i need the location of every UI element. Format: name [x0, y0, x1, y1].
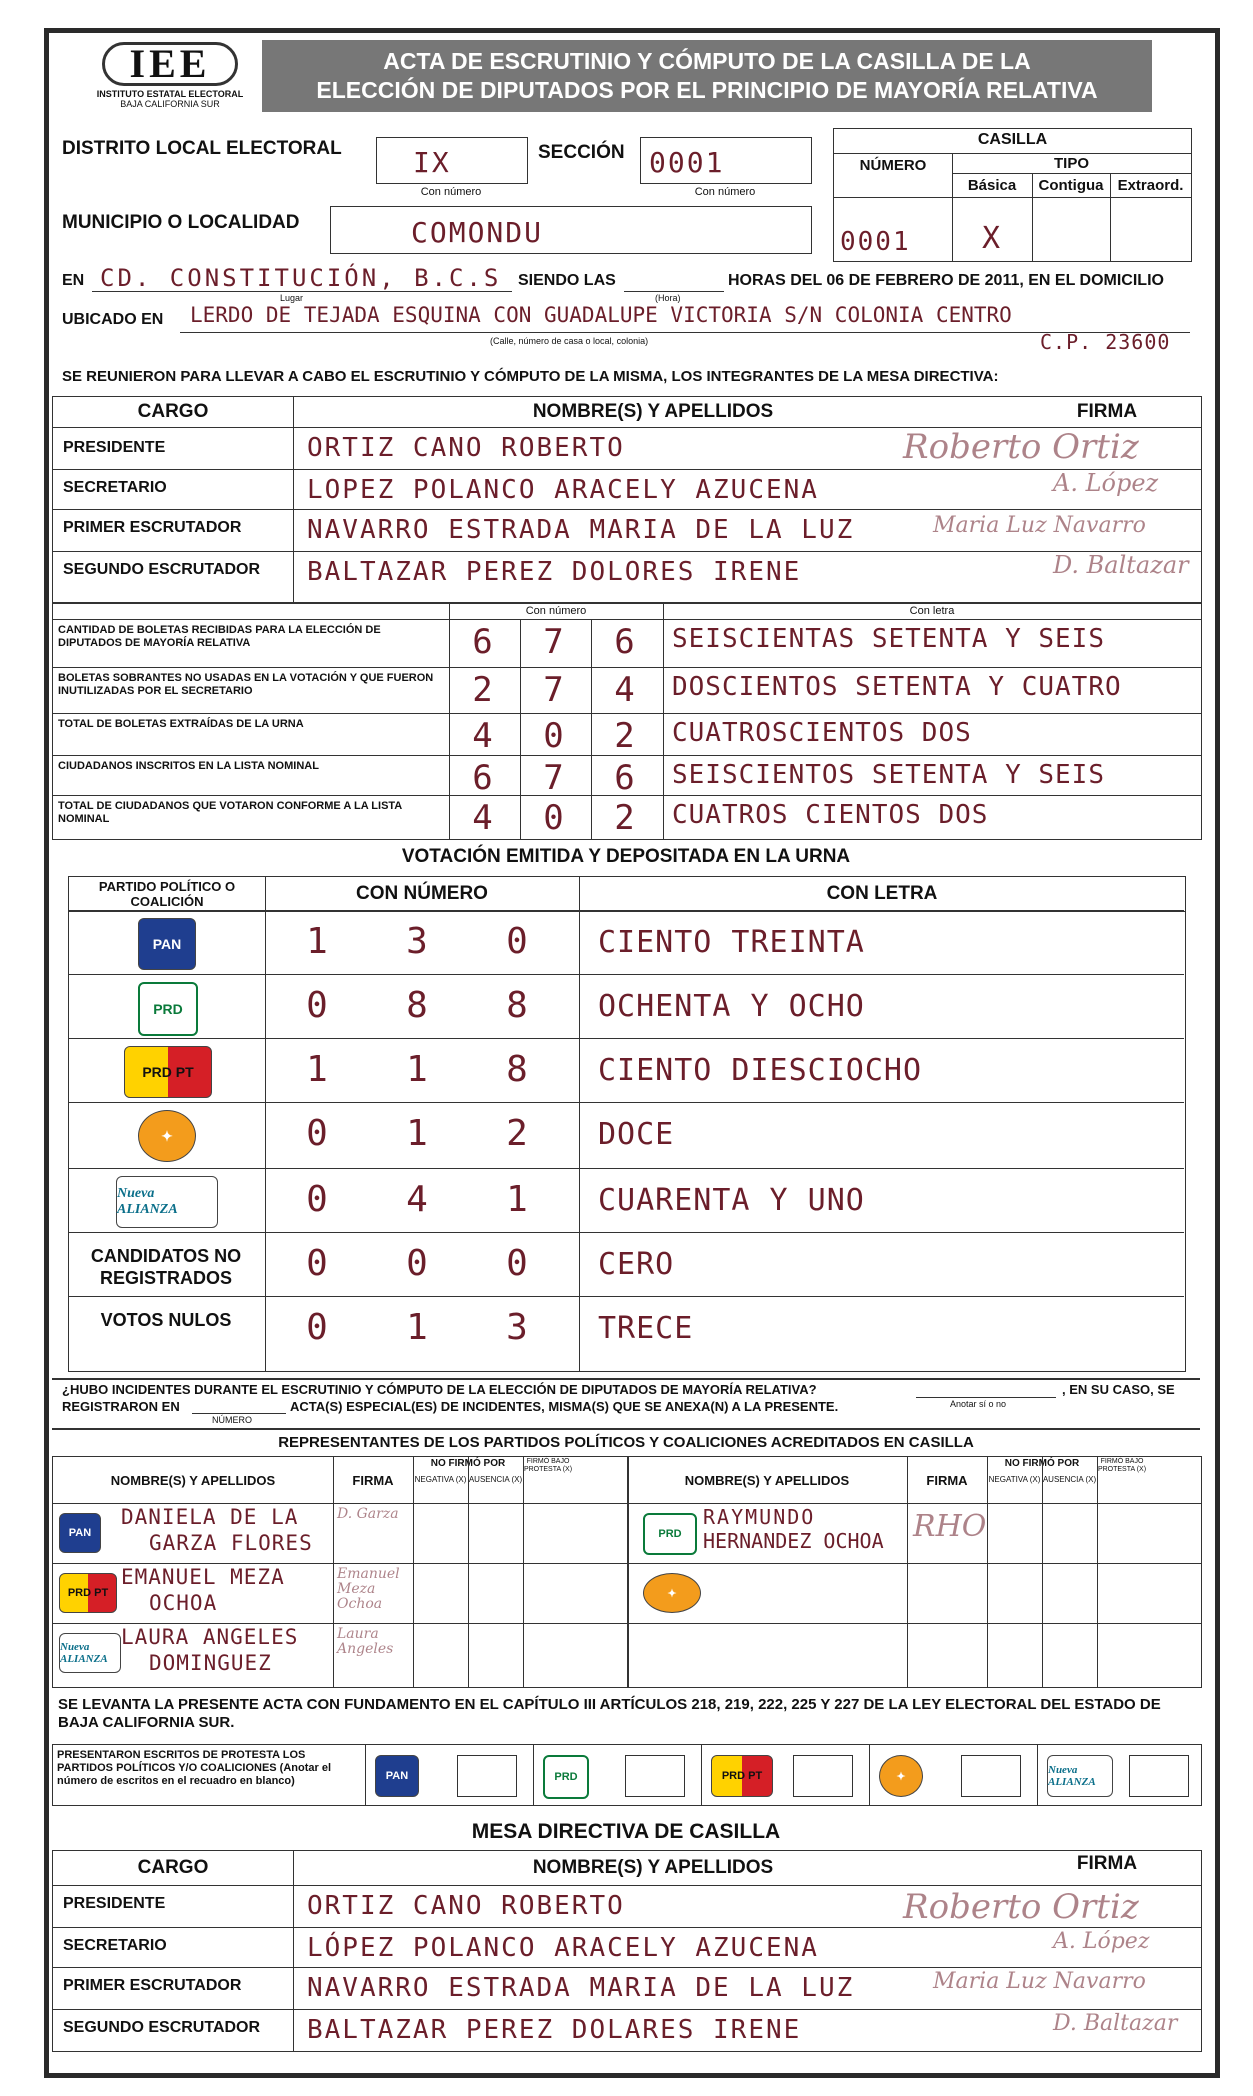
seccion-caption: Con número	[694, 186, 756, 198]
mesa-bottom-table	[52, 1850, 1202, 2052]
votacion-digit: 0	[306, 985, 330, 1026]
title-line-2: ELECCIÓN DE DIPUTADOS POR EL PRINCIPIO DE MAYORÍA RELATIVA	[316, 77, 1098, 103]
rep-firma: Emanuel Meza Ochoa	[337, 1566, 400, 1612]
col-divider	[1042, 1457, 1043, 1687]
rep-nombre: HERNANDEZ OCHOA	[703, 1529, 884, 1553]
votacion-digit: 4	[406, 1179, 430, 1220]
protesta-table	[52, 1744, 1202, 1806]
votacion-letra: DOCE	[598, 1117, 675, 1152]
rep-protesta-header: FIRMÓ BAJO PROTESTA (X)	[1097, 1458, 1147, 1473]
boletas-rows	[52, 602, 1200, 838]
votacion-letra: TRECE	[598, 1311, 694, 1346]
protesta-count-box[interactable]	[1129, 1755, 1189, 1797]
casilla-numero-value: 0001	[840, 227, 911, 257]
pan-logo-icon: PAN	[375, 1755, 419, 1797]
rep-ausencia-header: AUSENCIA (X)	[468, 1475, 523, 1484]
mesa-top-row	[53, 509, 1201, 551]
votacion-digit: 0	[306, 1307, 330, 1348]
col-divider	[523, 1457, 524, 1687]
distrito-value: IX	[413, 146, 451, 179]
rep-nombre: EMANUEL MEZA	[121, 1565, 285, 1589]
votacion-row	[68, 974, 1184, 1039]
mesa-bottom-nombre: NAVARRO ESTRADA MARIA DE LA LUZ	[307, 1973, 855, 2003]
mesa-bottom-firma: Maria Luz Navarro	[933, 1969, 1146, 1994]
votacion-row	[68, 1102, 1184, 1169]
title-line-1: ACTA DE ESCRUTINIO Y CÓMPUTO DE LA CASILLA DE LA	[383, 48, 1031, 74]
boleta-digit: 6	[614, 622, 637, 662]
mesa-top-firma: Roberto Ortiz	[903, 427, 1139, 467]
boleta-letra: CUATROSCIENTOS DOS	[672, 718, 972, 748]
en-label: EN	[62, 272, 85, 289]
rep-firma: RHO	[913, 1509, 987, 1544]
votacion-letra: CIENTO TREINTA	[598, 925, 865, 960]
mesa-top-nombre: ORTIZ CANO ROBERTO	[307, 433, 625, 463]
mesa-top-table	[52, 396, 1202, 604]
votacion-digit: 1	[406, 1307, 430, 1348]
votacion-digit: 8	[506, 985, 530, 1026]
incidentes-line1: ¿HUBO INCIDENTES DURANTE EL ESCRUTINIO Y CÓMPUTO DE LA ELECCIÓN DE DIPUTADOS DE MAYORÍA RELATIVA?	[62, 1382, 817, 1397]
rep-protesta-header: FIRMÓ BAJO PROTESTA (X)	[523, 1458, 573, 1473]
seccion-label: SECCIÓN	[538, 142, 625, 163]
rep-firma: Laura Angeles	[337, 1626, 394, 1657]
conv-logo-icon: ✦	[138, 1110, 196, 1162]
mesa-bottom-nombre: LÓPEZ POLANCO ARACELY AZUCENA	[307, 1933, 819, 1963]
votacion-digit: 3	[406, 921, 430, 962]
boleta-letra: SEISCIENTOS SETENTA Y SEIS	[672, 760, 1105, 790]
municipio-value: COMONDU	[411, 216, 544, 249]
col-divider	[987, 1457, 988, 1687]
rep-nofirmo-header: NO FIRMÓ POR	[430, 1458, 506, 1469]
boleta-digit: 0	[543, 716, 566, 756]
rep-nombre-header: NOMBRE(S) Y APELLIDOS	[684, 1473, 850, 1488]
protesta-count-box[interactable]	[625, 1755, 685, 1797]
incidentes-line1-end: , EN SU CASO, SE	[1062, 1382, 1175, 1397]
votacion-digit: 0	[506, 1243, 530, 1284]
mesa-bottom-nombre-header: NOMBRE(S) Y APELLIDOS	[532, 1857, 774, 1878]
col-divider	[365, 1745, 366, 1805]
mesa-top-nombre: BALTAZAR PEREZ DOLORES IRENE	[307, 557, 802, 587]
institute-state: BAJA CALIFORNIA SUR	[120, 99, 220, 109]
votacion-digit: 0	[306, 1113, 330, 1154]
votacion-numero-header: CON NÚMERO	[356, 883, 488, 904]
iee-logo	[95, 42, 245, 112]
votacion-letra: OCHENTA Y OCHO	[598, 989, 865, 1024]
rep-nombre: GARZA FLORES	[149, 1531, 313, 1555]
rep-nofirmo-header: NO FIRMÓ POR	[1004, 1458, 1080, 1469]
distrito-field[interactable]	[376, 137, 528, 184]
distrito-caption: Con número	[420, 186, 482, 198]
votacion-digit: 0	[406, 1243, 430, 1284]
votacion-digit: 0	[306, 1179, 330, 1220]
pan-logo-icon: PAN	[138, 918, 196, 970]
mesa-top-cargo: SECRETARIO	[63, 479, 167, 496]
municipio-field[interactable]	[330, 206, 812, 254]
siendo-label: SIENDO LAS	[518, 272, 616, 289]
boleta-row	[52, 712, 1200, 754]
rep-firma-header: FIRMA	[926, 1473, 968, 1488]
rep-negativa-header: NEGATIVA (X)	[414, 1475, 467, 1484]
mesa-top-row	[53, 469, 1201, 509]
votacion-rows	[68, 910, 1184, 1370]
mesa-bottom-firma: A. López	[1053, 1929, 1150, 1954]
prd-logo-icon: PRD	[543, 1755, 589, 1799]
protesta-count-box[interactable]	[793, 1755, 853, 1797]
representantes-table	[52, 1456, 1202, 1688]
mesa-bottom-cargo: SEGUNDO ESCRUTADOR	[63, 2019, 261, 2036]
mesa-top-cargo: SEGUNDO ESCRUTADOR	[63, 561, 261, 578]
col-divider	[533, 1745, 534, 1805]
protesta-text: PRESENTARON ESCRITOS DE PROTESTA LOS PARTIDOS POLÍTICOS Y/O COALICIONES (Anotar el número de escritos en el recuadro en blanco)	[57, 1749, 332, 1787]
votacion-digit: 1	[506, 1179, 530, 1220]
basica-header: Básica	[967, 177, 1017, 194]
mesa-top-row	[53, 551, 1201, 593]
votacion-digit: 3	[506, 1307, 530, 1348]
pt-logo-icon: PRD PT	[124, 1046, 212, 1098]
extraord-header: Extraord.	[1117, 177, 1184, 194]
col-divider	[1097, 1457, 1098, 1687]
votacion-row	[68, 1168, 1184, 1233]
distrito-label: DISTRITO LOCAL ELECTORAL	[62, 138, 342, 159]
rep-negativa-header: NEGATIVA (X)	[988, 1475, 1041, 1484]
mesa-top-row	[53, 427, 1201, 469]
rep-ausencia-header: AUSENCIA (X)	[1042, 1475, 1097, 1484]
domicilio-value: LERDO DE TEJADA ESQUINA CON GUADALUPE VICTORIA S/N COLONIA CENTRO	[190, 303, 1012, 327]
votacion-digit: 2	[506, 1113, 530, 1154]
nueva-alianza-logo-icon: Nueva ALIANZA	[116, 1176, 218, 1228]
mesa-top-nombre-header: NOMBRE(S) Y APELLIDOS	[532, 401, 774, 422]
boleta-digit: 6	[472, 758, 495, 798]
boleta-label: CIUDADANOS INSCRITOS EN LA LISTA NOMINAL	[58, 760, 319, 772]
lugar-value: CD. CONSTITUCIÓN, B.C.S	[100, 264, 502, 292]
casilla-title: CASILLA	[977, 131, 1048, 148]
mesa-top-cargo-header: CARGO	[137, 401, 209, 422]
mesa-bottom-cargo: PRESIDENTE	[63, 1895, 166, 1912]
col-divider	[333, 1457, 334, 1687]
boleta-digit: 2	[472, 670, 495, 710]
rep-nombre: DANIELA DE LA	[121, 1505, 299, 1529]
mesa-bottom-cargo: PRIMER ESCRUTADOR	[63, 1977, 242, 1994]
boletas-letra-header: Con letra	[909, 605, 955, 617]
mesa-top-nombre: LOPEZ POLANCO ARACELY AZUCENA	[307, 475, 819, 505]
mesa-bottom-nombre: ORTIZ CANO ROBERTO	[307, 1891, 625, 1921]
boleta-row	[52, 618, 1200, 666]
rep-nombre: RAYMUNDO	[703, 1505, 816, 1529]
boleta-label: BOLETAS SOBRANTES NO USADAS EN LA VOTACIÓN Y QUE FUERON INUTILIZADAS POR EL SECRETARIO	[58, 672, 434, 697]
boleta-label: TOTAL DE BOLETAS EXTRAÍDAS DE LA URNA	[58, 718, 304, 730]
incidentes-line2a: REGISTRARON EN	[62, 1399, 180, 1414]
iee-logo-mark: IEE	[102, 42, 238, 86]
votacion-digit: 1	[406, 1049, 430, 1090]
votacion-digit: 0	[506, 921, 530, 962]
conv-logo-icon: ✦	[879, 1755, 923, 1797]
protesta-count-box[interactable]	[961, 1755, 1021, 1797]
row-divider	[53, 1623, 1201, 1624]
col-divider	[907, 1457, 908, 1687]
boleta-letra: CUATROS CIENTOS DOS	[672, 800, 989, 830]
boleta-letra: DOSCIENTOS SETENTA Y CUATRO	[672, 672, 1122, 702]
horas-text: HORAS DEL 06 DE FEBRERO DE 2011, EN EL DOMICILIO	[728, 272, 1164, 289]
domicilio-caption: (Calle, número de casa o local, colonia)	[490, 336, 649, 346]
pan-logo-icon: PAN	[59, 1513, 101, 1553]
boleta-row	[52, 666, 1200, 712]
votacion-digit: 1	[306, 1049, 330, 1090]
numero-header: NÚMERO	[859, 157, 927, 174]
fundamento-text: SE LEVANTA LA PRESENTE ACTA CON FUNDAMENTO EN EL CAPÍTULO III ARTÍCULOS 218, 219, 222, 225 Y 227 DE LA LEY ELECTORAL DEL ESTADO DE BAJA CALIFORNIA SUR.	[58, 1696, 1161, 1731]
col-divider	[627, 1457, 629, 1687]
nueva-alianza-logo-icon: Nueva ALIANZA	[1047, 1755, 1113, 1797]
votacion-title: VOTACIÓN EMITIDA Y DEPOSITADA EN LA URNA	[401, 846, 851, 867]
votacion-label: VOTOS NULOS	[100, 1310, 232, 1330]
reunieron-text: SE REUNIERON PARA LLEVAR A CABO EL ESCRUTINIO Y CÓMPUTO DE LA MISMA, LOS INTEGRANTES DE LA MESA DIRECTIVA:	[62, 368, 999, 385]
representantes-title: REPRESENTANTES DE LOS PARTIDOS POLÍTICOS Y COALICIONES ACREDITADOS EN CASILLA	[278, 1434, 974, 1451]
votacion-letra-header: CON LETRA	[826, 883, 938, 904]
row-divider	[53, 1563, 1201, 1564]
municipio-label: MUNICIPIO O LOCALIDAD	[62, 212, 300, 233]
votacion-row	[68, 1296, 1184, 1361]
boleta-digit: 7	[543, 622, 566, 662]
document-title	[262, 40, 1152, 112]
col-divider	[869, 1745, 870, 1805]
boletas-numero-header: Con número	[525, 605, 587, 617]
boleta-digit: 4	[614, 670, 637, 710]
mesa-top-firma-header: FIRMA	[1076, 401, 1138, 422]
boleta-label: CANTIDAD DE BOLETAS RECIBIDAS PARA LA ELECCIÓN DE DIPUTADOS DE MAYORÍA RELATIVA	[58, 624, 381, 649]
incidentes-sino-caption: Anotar sí o no	[950, 1399, 1007, 1409]
mesa-bottom-firma: Roberto Ortiz	[903, 1887, 1139, 1927]
mesa-top-cargo: PRIMER ESCRUTADOR	[63, 519, 242, 536]
conv-logo-icon: ✦	[643, 1573, 701, 1613]
votacion-digit: 1	[406, 1113, 430, 1154]
casilla-basica-mark: X	[981, 221, 1003, 256]
boleta-digit: 4	[472, 798, 495, 838]
boleta-digit: 7	[543, 758, 566, 798]
rep-firma: D. Garza	[337, 1506, 399, 1522]
votacion-letra: CERO	[598, 1247, 675, 1282]
mesa-top-firma: D. Baltazar	[1053, 551, 1189, 579]
institute-name: INSTITUTO ESTATAL ELECTORAL	[96, 89, 244, 99]
boleta-digit: 6	[472, 622, 495, 662]
mesa-top-firma: A. López	[1053, 469, 1159, 497]
seccion-field[interactable]	[640, 137, 812, 184]
protesta-count-box[interactable]	[457, 1755, 517, 1797]
boleta-letra: SEISCIENTAS SETENTA Y SEIS	[672, 624, 1105, 654]
col-divider	[413, 1457, 414, 1687]
boleta-digit: 7	[543, 670, 566, 710]
hora-caption: (Hora)	[655, 293, 681, 303]
votacion-row	[68, 1038, 1184, 1103]
votacion-digit: 0	[306, 1243, 330, 1284]
votacion-label: CANDIDATOS NO REGISTRADOS	[90, 1246, 242, 1288]
boleta-digit: 6	[614, 758, 637, 798]
pt-logo-icon: PRD PT	[59, 1573, 117, 1613]
rep-nombre: DOMINGUEZ	[149, 1651, 272, 1675]
cp-value: C.P. 23600	[1040, 330, 1171, 354]
votacion-digit: 8	[406, 985, 430, 1026]
rep-nombre: LAURA ANGELES	[121, 1625, 299, 1649]
lugar-caption: Lugar	[280, 293, 304, 303]
rep-nombre-header: NOMBRE(S) Y APELLIDOS	[110, 1473, 276, 1488]
mesa-bottom-firma: D. Baltazar	[1053, 2011, 1178, 2036]
votacion-digit: 1	[306, 921, 330, 962]
rep-nombre: OCHOA	[149, 1591, 218, 1615]
col-divider	[701, 1745, 702, 1805]
mesa-bottom-nombre: BALTAZAR PEREZ DOLARES IRENE	[307, 2015, 802, 2045]
mesa-bottom-cargo: SECRETARIO	[63, 1937, 167, 1954]
votacion-row	[68, 1232, 1184, 1297]
boleta-digit: 4	[472, 716, 495, 756]
casilla-box	[833, 128, 1192, 262]
rep-firma-header: FIRMA	[352, 1473, 394, 1488]
contigua-header: Contigua	[1038, 177, 1104, 194]
mesa-top-firma: Maria Luz Navarro	[933, 513, 1146, 538]
mesa-bottom-firma-header: FIRMA	[1076, 1853, 1138, 1874]
votacion-letra: CIENTO DIESCIOCHO	[598, 1053, 923, 1088]
nueva-alianza-logo-icon: Nueva ALIANZA	[59, 1633, 121, 1673]
votacion-letra: CUARENTA Y UNO	[598, 1183, 865, 1218]
boleta-row	[52, 794, 1200, 838]
ubicado-label: UBICADO EN	[62, 311, 164, 328]
incidentes-numero-caption: NÚMERO	[212, 1415, 252, 1425]
votacion-partido-header: PARTIDO POLÍTICO O COALICIÓN	[98, 879, 236, 909]
boleta-digit: 0	[543, 798, 566, 838]
seccion-value: 0001	[649, 146, 725, 179]
row-divider	[53, 1503, 1201, 1504]
boleta-label: TOTAL DE CIUDADANOS QUE VOTARON CONFORME A LA LISTA NOMINAL	[58, 800, 402, 825]
votacion-row	[68, 910, 1184, 975]
mesa-bottom-cargo-header: CARGO	[137, 1857, 209, 1878]
col-divider	[1037, 1745, 1038, 1805]
boleta-digit: 2	[614, 716, 637, 756]
col-divider	[468, 1457, 469, 1687]
tipo-header: TIPO	[1053, 155, 1089, 172]
mesa-top-cargo: PRESIDENTE	[63, 439, 166, 456]
incidentes-line2b: ACTA(S) ESPECIAL(ES) DE INCIDENTES, MISMA(S) QUE SE ANEXA(N) A LA PRESENTE.	[290, 1399, 839, 1414]
votacion-digit: 8	[506, 1049, 530, 1090]
pt-logo-icon: PRD PT	[711, 1755, 773, 1797]
prd-logo-icon: PRD	[643, 1513, 697, 1555]
prd-logo-icon: PRD	[138, 982, 198, 1036]
mesa-bottom-title: MESA DIRECTIVA DE CASILLA	[471, 1820, 781, 1843]
boleta-row	[52, 754, 1200, 798]
mesa-top-nombre: NAVARRO ESTRADA MARIA DE LA LUZ	[307, 515, 855, 545]
boleta-digit: 2	[614, 798, 637, 838]
